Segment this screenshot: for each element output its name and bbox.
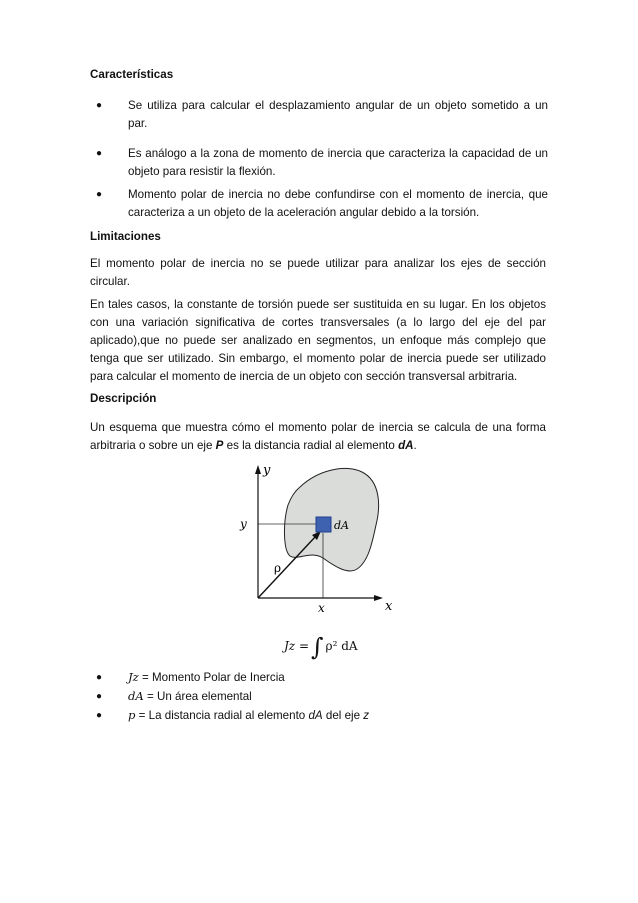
heading-caracteristicas: Características bbox=[90, 68, 174, 81]
x-axis-arrow-icon bbox=[374, 595, 383, 601]
element-da-label: dA bbox=[334, 519, 349, 532]
symbol-da: dA bbox=[398, 439, 414, 452]
polar-moment-formula: Jz =∫ ρ² dA bbox=[284, 633, 358, 661]
x-axis-label: x bbox=[385, 599, 393, 614]
symbol-p: P bbox=[215, 439, 224, 452]
integral-icon: ∫ bbox=[311, 633, 324, 661]
paragraph-descripcion: Un esquema que muestra cómo el momento polar de inercia se calcula de una forma arbitraria o sobre un eje P es la distancia radial al elemento dA. bbox=[90, 421, 546, 452]
bullet-icon: ● bbox=[96, 148, 103, 159]
y-axis-arrow-icon bbox=[255, 465, 261, 474]
x-tick-label: x bbox=[318, 601, 325, 615]
y-tick-label: y bbox=[240, 517, 247, 531]
list-item-text: Se utiliza para calcular el desplazamiento angular de un objeto sometido a un par. bbox=[128, 99, 548, 130]
bullet-icon: ● bbox=[96, 710, 103, 721]
element-da-square bbox=[316, 517, 331, 532]
bullet-icon: ● bbox=[96, 691, 103, 702]
bullet-icon: ● bbox=[96, 189, 103, 200]
paragraph-limitaciones-1: El momento polar de inercia no se puede utilizar para analizar los ejes de sección circular. bbox=[90, 257, 546, 288]
heading-descripcion: Descripción bbox=[90, 392, 157, 405]
heading-limitaciones: Limitaciones bbox=[90, 230, 161, 243]
y-axis-label: y bbox=[263, 463, 271, 478]
bullet-icon: ● bbox=[96, 672, 103, 683]
list-item-text: Es análogo a la zona de momento de inercia que caracteriza la capacidad de un objeto para resistir la flexión. bbox=[128, 147, 548, 178]
paragraph-limitaciones-2: En tales casos, la constante de torsión puede ser sustituida en su lugar. En los objetos con una variación significativa de cortes transversales (a lo largo del eje del par aplicado),que no puede ser analizado en segmentos, un enfoque más complejo que tenga que ser utilizado. Sin embargo, el momento polar de inercia puede ser utilizado para calcular el momento de inercia de un objeto con sección transversal arbitraria. bbox=[90, 298, 546, 383]
document-page: Características ● Se utiliza para calcular el desplazamiento angular de un objeto sometido a un par. ● Es análogo a la zona de momento de inercia que caracteriza la capacidad de un objeto para resistir la flexión. ● Momento polar de inercia no debe confundirse con el momento de inercia, que caracteriza a un objeto de la aceleración angular debido a la torsión. Limitaciones El momento polar de inercia no se puede utilizar para analizar los ejes de sección circular. En tales casos, la constante de torsión puede ser sustituida en su lugar. En los objetos con una variación significativa de cortes transversales (a lo largo del eje del par aplicado),que no puede ser analizado en segmentos, un enfoque más complejo que tenga que ser utilizado. Sin embargo, el momento polar de inercia puede ser utilizado para calcular el momento de inercia de un objeto con sección transversal arbitraria. Descripción Un esquema que muestra cómo el momento polar de inercia se calcula de una forma arbitraria o sobre un eje P es la distancia radial al elemento dA. y x y x ρ dA Jz =∫ ρ² dA ● Jz = Momento Polar de Inercia ● dA = Un área elemental ● p = La distancia radial al elemento dA del eje z bbox=[0, 0, 638, 903]
list-item-text: Momento polar de inercia no debe confundirse con el momento de inercia, que caracteriza a un objeto de la aceleración angular debido a la torsión. bbox=[128, 188, 548, 219]
bullet-icon: ● bbox=[96, 100, 103, 111]
rho-label: ρ bbox=[274, 561, 282, 575]
